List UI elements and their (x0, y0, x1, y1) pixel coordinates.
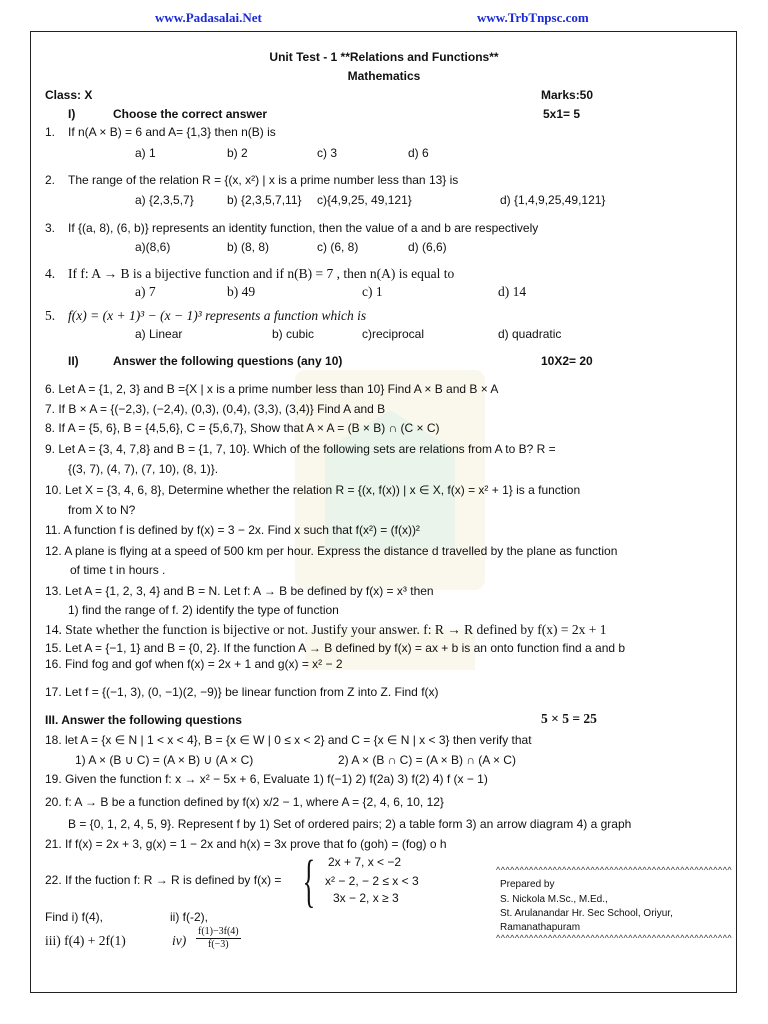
find-i: Find i) f(4), (45, 910, 104, 924)
question-22: 22. If the fuction f: R → R is defined by f(x) = (45, 873, 282, 887)
question-13-cont: 1) find the range of f. 2) identify the type of function (68, 603, 339, 617)
q3-option-d: d) (6,6) (408, 240, 447, 254)
case-2: x² − 2, − 2 ≤ x < 3 (325, 874, 419, 888)
q5-option-d: d) quadratic (498, 327, 562, 341)
fraction-numerator: f(1)−3f(4) (198, 926, 239, 937)
question-8: 8. If A = {5, 6}, B = {4,5,6}, C = {5,6,7}, Show that A × A = (B × B) ∩ (C × C) (45, 421, 440, 435)
question-13: 13. Let A = {1, 2, 3, 4} and B = N. Let f: A → B be defined by f(x) = x³ then (45, 584, 434, 598)
author-name: S. Nickola M.Sc., M.Ed., (500, 894, 608, 905)
q3-option-a: a)(8,6) (135, 240, 171, 254)
part2-roman: II) (68, 354, 79, 368)
prepared-by: Prepared by (500, 879, 555, 890)
question-9-cont: {(3, 7), (4, 7), (7, 10), (8, 1)}. (68, 462, 219, 476)
question-6: 6. Let A = {1, 2, 3} and B ={X | x is a prime number less than 10} Find A × B and B × A (45, 382, 499, 396)
q2-option-c: c){4,9,25, 49,121} (317, 193, 412, 207)
q2-number: 2. (45, 173, 56, 187)
question-10-cont: from X to N? (68, 503, 136, 517)
question-18-part1: 1) A × (B ∪ C) = (A × B) ∪ (A × C) (75, 753, 254, 767)
q3-text: If {(a, 8), (6, b)} represents an identity function, then the value of a and b are respectively (68, 221, 539, 235)
q4-option-c: c) 1 (362, 284, 383, 299)
class-label: Class: X (45, 88, 93, 102)
q4-option-b: b) 49 (227, 284, 256, 299)
q1-text: If n(A × B) = 6 and A= {1,3} then n(B) is (68, 125, 276, 139)
q1-option-c: c) 3 (317, 146, 338, 160)
question-17: 17. Let f = {(−1, 3), (0, −1)(2, −9)} be linear function from Z into Z. Find f(x) (45, 685, 439, 699)
q5-option-c: c)reciprocal (362, 327, 425, 341)
q5-option-b: b) cubic (272, 327, 315, 341)
test-title: Unit Test - 1 **Relations and Functions** (269, 50, 499, 64)
find-iv-label: iv) (172, 933, 187, 948)
q5-option-a: a) Linear (135, 327, 183, 341)
part3-heading: III. Answer the following questions (45, 713, 242, 727)
question-10: 10. Let X = {3, 4, 6, 8}, Determine whether the relation R = {(x, f(x)) | x ∈ X, f(x) = x² + 1} is a function (45, 483, 581, 497)
question-9: 9. Let A = {3, 4, 7,8} and B = {1, 7, 10}. Which of the following sets are relations from A to B? R = (45, 442, 556, 456)
header-left-url[interactable]: www.Padasalai.Net (155, 10, 262, 25)
question-16: 16. Find fog and gof when f(x) = 2x + 1 and g(x) = x² − 2 (45, 657, 343, 671)
case-3: 3x − 2, x ≥ 3 (333, 891, 399, 905)
question-20: 20. f: A → B be a function defined by f(x) x/2 − 1, where A = {2, 4, 6, 10, 12} (45, 795, 444, 809)
q2-option-d: d) {1,4,9,25,49,121} (500, 193, 606, 207)
q4-option-a: a) 7 (135, 284, 156, 299)
part1-heading: Choose the correct answer (113, 107, 268, 121)
question-15: 15. Let A = {−1, 1} and B = {0, 2}. If the function A → B defined by f(x) = ax + b is an onto function find a and b (45, 641, 626, 655)
decor-caret-line-bottom: ^^^^^^^^^^^^^^^^^^^^^^^^^^^^^^^^^^^^^^^^^^^^^^^^^^ (496, 933, 733, 943)
question-14: 14. State whether the function is bijective or not. Justify your answer. f: R → R defined by f(x) = 2x + 1 (45, 622, 607, 637)
q1-option-d: d) 6 (408, 146, 429, 160)
part2-heading: Answer the following questions (any 10) (113, 354, 343, 368)
find-iii: iii) f(4) + 2f(1) (45, 933, 126, 948)
marks-label: Marks:50 (541, 88, 594, 102)
q5-number: 5. (45, 308, 56, 323)
question-18: 18. let A = {x ∈ N | 1 < x < 4}, B = {x ∈ W | 0 ≤ x < 2} and C = {x ∈ N | x < 3} then verify that (45, 733, 532, 747)
find-iv-fraction (196, 926, 241, 951)
q1-option-b: b) 2 (227, 146, 248, 160)
header-right-url[interactable]: www.TrbTnpsc.com (477, 10, 589, 25)
q1-number: 1. (45, 125, 56, 139)
subject-title: Mathematics (347, 69, 421, 83)
question-11: 11. A function f is defined by f(x) = 3 − 2x. Find x such that f(x²) = (f(x))² (45, 523, 420, 537)
part1-marks: 5x1= 5 (543, 107, 581, 121)
part1-roman: I) (68, 107, 76, 121)
question-7: 7. If B × A = {(−2,3), (−2,4), (0,3), (0,4), (3,3), (3,4)} Find A and B (45, 402, 386, 416)
q1-option-a: a) 1 (135, 146, 156, 160)
school-name: St. Arulanandar Hr. Sec School, Oriyur, (500, 908, 673, 919)
question-12-cont: of time t in hours . (70, 563, 166, 577)
q2-text: The range of the relation R = {(x, x²) | x is a prime number less than 13} is (68, 173, 459, 187)
question-20-cont: B = {0, 1, 2, 4, 5, 9}. Represent f by 1) Set of ordered pairs; 2) a table form 3) an arrow diagram 4) a graph (68, 817, 632, 831)
part2-marks: 10X2= 20 (541, 354, 593, 368)
q4-text: If f: A → B is a bijective function and if n(B) = 7 , then n(A) is equal to (68, 266, 455, 281)
fraction-denominator: f(−3) (207, 939, 229, 950)
q2-option-a: a) {2,3,5,7} (135, 193, 194, 207)
district-name: Ramanathapuram (500, 922, 581, 933)
question-21: 21. If f(x) = 2x + 3, g(x) = 1 − 2x and h(x) = 3x prove that fo (goh) = (fog) o h (45, 837, 447, 851)
decor-caret-line-top: ^^^^^^^^^^^^^^^^^^^^^^^^^^^^^^^^^^^^^^^^^^^^^^^^^^ (496, 865, 733, 875)
find-ii: ii) f(-2), (170, 910, 208, 924)
q3-option-b: b) (8, 8) (227, 240, 270, 254)
q3-number: 3. (45, 221, 56, 235)
q4-number: 4. (45, 266, 56, 281)
q4-option-d: d) 14 (498, 284, 527, 299)
question-18-part2: 2) A × (B ∩ C) = (A × B) ∩ (A × C) (338, 753, 516, 767)
q3-option-c: c) (6, 8) (317, 240, 359, 254)
question-19: 19. Given the function f: x → x² − 5x + 6, Evaluate 1) f(−1) 2) f(2a) 3) f(2) 4) f (x − 1) (45, 772, 488, 786)
piecewise-brace: { (302, 848, 316, 913)
question-12: 12. A plane is flying at a speed of 500 km per hour. Express the distance d travelled by the plane as function (45, 544, 618, 558)
part3-marks: 5 × 5 = 25 (541, 711, 597, 726)
case-1: 2x + 7, x < −2 (328, 855, 402, 869)
q5-text: f(x) = (x + 1)³ − (x − 1)³ represents a function which is (68, 308, 367, 323)
q2-option-b: b) {2,3,5,7,11} (227, 193, 302, 207)
